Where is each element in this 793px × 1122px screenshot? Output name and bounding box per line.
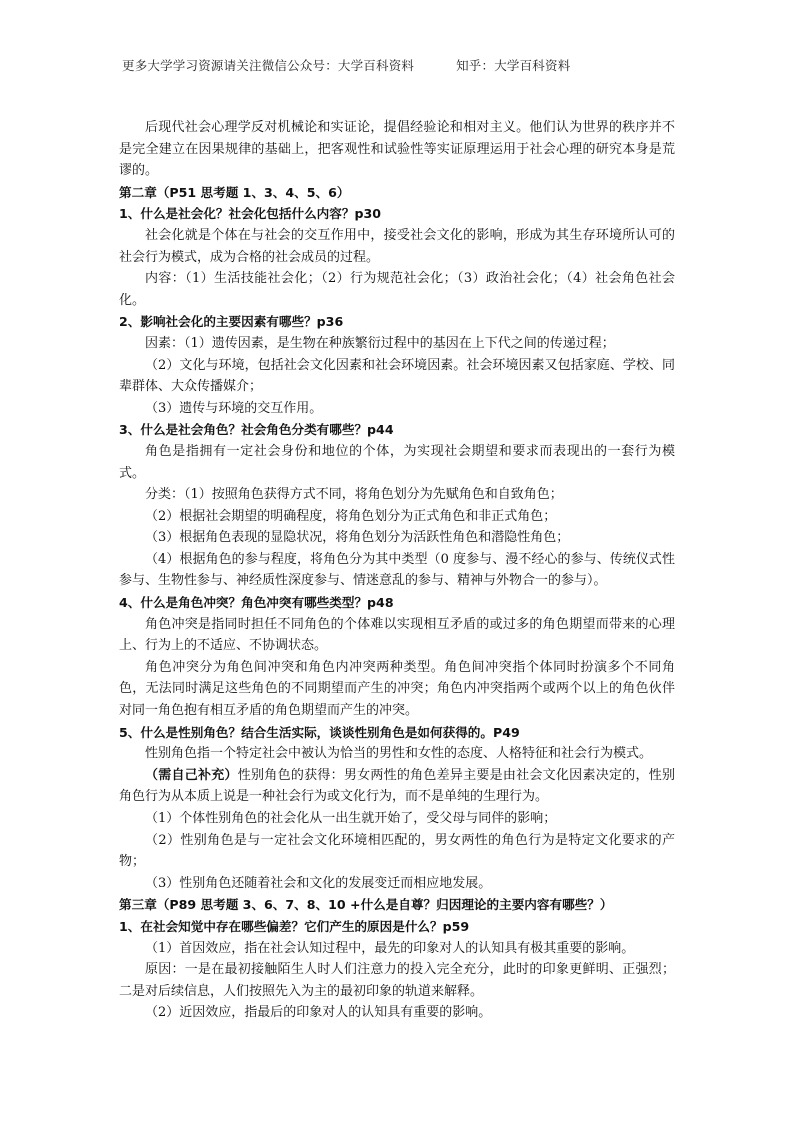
paragraph: 角色冲突分为角色间冲突和角色内冲突两种类型。角色间冲突指个体同时扮演多个不同角色，无法同时满足这些角色的不同期望而产生的冲突；角色内冲突指两个或两个以上的角色伙伴对同一角色抱有相互矛盾的角色期望而产生的冲突。 [119, 659, 675, 719]
paragraph: 角色冲突是指同时担任不同角色的个体难以实现相互矛盾的或过多的角色期望而带来的心理上、行为上的不适应、不协调状态。 [119, 616, 675, 654]
document-body [119, 117, 675, 1024]
paragraph: 社会化就是个体在与社会的交互作用中，接受社会文化的影响，形成为其生存环境所认可的社会行为模式，成为合格的社会成员的过程。 [119, 227, 675, 265]
paragraph: （3）性别角色还随着社会和文化的发展变迁而相应地发展。 [145, 875, 492, 891]
paragraph: 角色是指拥有一定社会身份和地位的个体，为实现社会期望和要求而表现出的一套行为模式。 [119, 443, 675, 481]
paragraph: 性别角色指一个特定社会中被认为恰当的男性和女性的态度、人格特征和社会行为模式。 [145, 746, 653, 762]
header-wechat-note: 更多大学学习资源请关注微信公众号：大学百科资料 [122, 58, 415, 73]
question-heading: 1、什么是社会化？社会化包括什么内容？p30 [119, 206, 381, 222]
question-heading: 2、影响社会化的主要因素有哪些？p36 [119, 314, 344, 330]
paragraph: （2）根据社会期望的明确程度，将角色划分为正式角色和非正式角色； [145, 508, 557, 524]
chapter-3-heading: 第三章（P89 思考题 3、6、7、8、10 +什么是自尊？归因理论的主要内容有哪些？） [119, 897, 613, 913]
question-heading: 3、什么是社会角色？社会角色分类有哪些？p44 [119, 422, 394, 438]
chapter-2-heading: 第二章（P51 思考题 1、3、4、5、6） [119, 184, 350, 200]
header-zhihu-note: 知乎：大学百科资料 [456, 58, 571, 73]
paragraph: 分类：（1）按照角色获得方式不同，将角色划分为先赋角色和自致角色； [145, 487, 563, 503]
paragraph: （2）性别角色是与一定社会文化环境相匹配的，男女两性的角色行为是特定文化要求的产物； [119, 832, 675, 870]
paragraph: （1）首因效应，指在社会认知过程中，最先的印象对人的认知具有极其重要的影响。 [145, 940, 635, 956]
paragraph: （3）根据角色表现的显隐状况，将角色划分为活跃性角色和潜隐性角色； [145, 530, 570, 546]
question-heading: 4、什么是角色冲突？角色冲突有哪些类型？p48 [119, 595, 394, 611]
paragraph: （3）遗传与环境的交互作用。 [145, 400, 323, 416]
page-header [122, 56, 570, 74]
paragraph [119, 765, 675, 808]
paragraph-text: 性别角色的获得：男女两性的角色差异主要是由社会文化因素决定的，性别角色行为从本质上说是一种社会行为或文化行为，而不是单纯的生理行为。 [119, 767, 675, 805]
intro-paragraph: 后现代社会心理学反对机械论和实证论，提倡经验论和相对主义。他们认为世界的秩序并不是完全建立在因果规律的基础上，把客观性和试验性等实证原理运用于社会心理的研究本身是荒谬的。 [119, 120, 675, 179]
supplement-note: （需自己补充） [145, 767, 238, 783]
paragraph: （4）根据角色的参与程度，将角色分为其中类型（0 度参与、漫不经心的参与、传统仪式性参与、生物性参与、神经质性深度参与、情迷意乱的参与、精神与外物合一的参与）。 [119, 551, 675, 589]
paragraph: （2）近因效应，指最后的印象对人的认知具有重要的影响。 [145, 1005, 492, 1021]
question-heading: 1、在社会知觉中存在哪些偏差？它们产生的原因是什么？p59 [119, 918, 470, 934]
paragraph: 因素：（1）遗传因素，是生物在种族繁衍过程中的基因在上下代之间的传递过程； [145, 335, 615, 351]
paragraph: （1）个体性别角色的社会化从一出生就开始了，受父母与同伴的影响； [145, 811, 557, 826]
question-heading: 5、什么是性别角色？结合生活实际，谈谈性别角色是如何获得的。P49 [119, 724, 520, 740]
paragraph: 原因：一是在最初接触陌生人时人们注意力的投入完全充分，此时的印象更鲜明、正强烈；二是对后续信息，人们按照先入为主的最初印象的轨道来解释。 [119, 962, 675, 999]
paragraph: （2）文化与环境，包括社会文化因素和社会环境因素。社会环境因素又包括家庭、学校、同辈群体、大众传播媒介； [119, 357, 675, 395]
paragraph: 内容：（1）生活技能社会化；（2）行为规范社会化；（3）政治社会化；（4）社会角色社会化。 [119, 271, 675, 308]
